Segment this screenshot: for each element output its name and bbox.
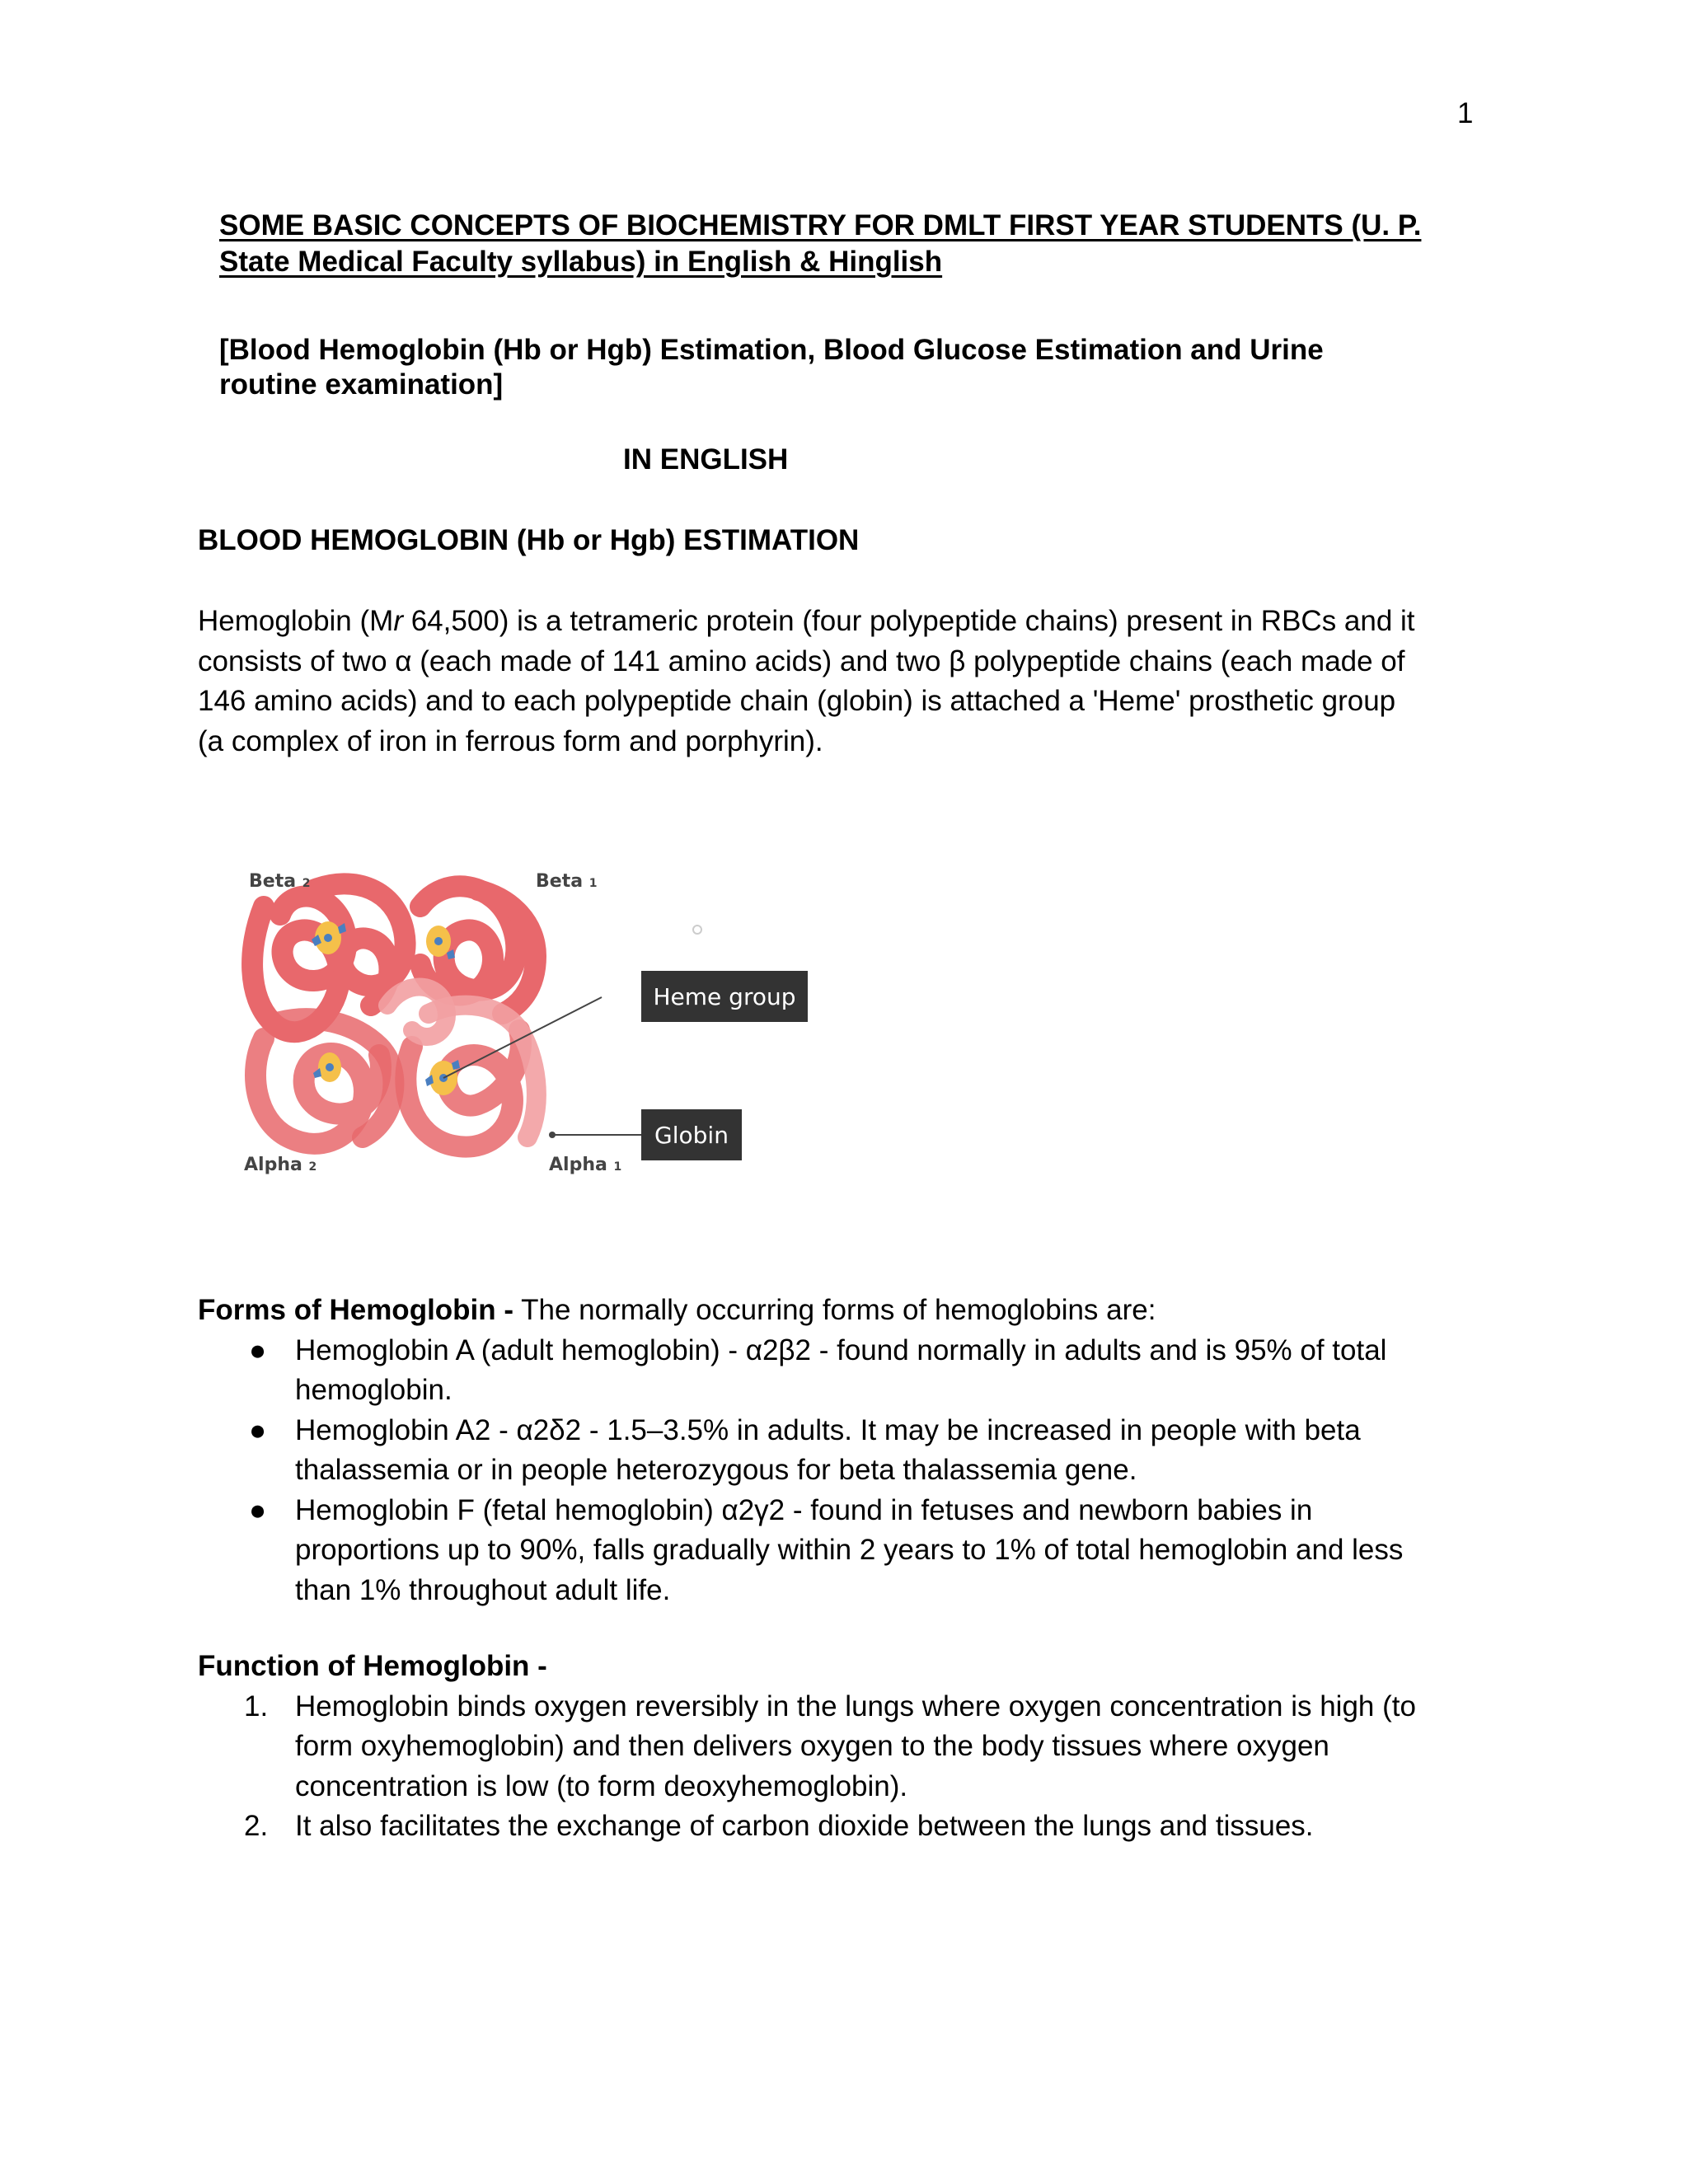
function-heading: Function of Hemoglobin - [198, 1650, 547, 1682]
hemoglobin-figure [231, 857, 841, 1195]
list-item-line: thalassemia or in people heterozygous for beta thalassemia gene. [295, 1454, 1137, 1486]
label-beta-2: Beta 2 [249, 871, 311, 892]
list-number: 1. [244, 1690, 269, 1722]
intro-line-3: 146 amino acids) and to each polypeptide chain (globin) is attached a 'Heme' prosthetic group [198, 685, 1396, 717]
intro-paragraph [198, 602, 1517, 762]
list-item [198, 1411, 1517, 1491]
marker-dot [693, 926, 701, 934]
list-item-line: It also facilitates the exchange of carbon dioxide between the lungs and tissues. [295, 1810, 1314, 1842]
list-item [198, 1331, 1517, 1411]
globin-callout-label: Globin [654, 1122, 729, 1149]
list-item [198, 1687, 1517, 1807]
list-item-line: proportions up to 90%, falls gradually within 2 years to 1% of total hemoglobin and less [295, 1534, 1404, 1566]
document-title-line-1: SOME BASIC CONCEPTS OF BIOCHEMISTRY FOR DMLT FIRST YEAR STUDENTS (U. P. [219, 209, 1422, 241]
bullet-icon: ● [249, 1493, 267, 1526]
intro-line-2: consists of two α (each made of 141 amino acids) and two β polypeptide chains (each made of [198, 644, 1405, 677]
list-item-line: Hemoglobin A2 - α2δ2 - 1.5–3.5% in adults. It may be increased in people with beta [295, 1413, 1361, 1446]
function-of-hemoglobin-section [198, 1647, 1517, 1847]
intro-line-4: (a complex of iron in ferrous form and porphyrin). [198, 724, 823, 757]
intro-line-1-italic: r [393, 605, 403, 637]
forms-intro-text: The normally occurring forms of hemoglobins are: [513, 1294, 1156, 1326]
list-item-line: concentration is low (to form deoxyhemoglobin). [295, 1769, 908, 1802]
page-number: 1 [1457, 97, 1474, 129]
forms-lead [198, 1291, 1517, 1331]
document-subtitle-line-1: [Blood Hemoglobin (Hb or Hgb) Estimation, Blood Glucose Estimation and Urine [219, 334, 1324, 366]
intro-line-1-start: Hemoglobin (M [198, 605, 394, 637]
intro-line-1 [198, 602, 1517, 642]
list-item-line: Hemoglobin F (fetal hemoglobin) α2γ2 - found in fetuses and newborn babies in [295, 1493, 1313, 1526]
label-alpha-2: Alpha 2 [244, 1155, 317, 1175]
heme-group-callout-label: Heme group [653, 983, 796, 1010]
globin-chains [252, 883, 537, 1146]
list-item [198, 1491, 1517, 1611]
forms-list [198, 1331, 1517, 1611]
list-item-line: Hemoglobin A (adult hemoglobin) - α2β2 - found normally in adults and is 95% of total [295, 1333, 1387, 1366]
hemoglobin-diagram [231, 857, 841, 1195]
document-subtitle-line-2: routine examination] [219, 368, 504, 401]
list-item-line: Hemoglobin binds oxygen reversibly in the lungs where oxygen concentration is high (to [295, 1690, 1416, 1722]
bullet-icon: ● [249, 1333, 267, 1366]
document-title [219, 208, 1505, 280]
label-beta-1: Beta 1 [536, 871, 598, 892]
section-heading: BLOOD HEMOGLOBIN (Hb or Hgb) ESTIMATION [198, 524, 860, 556]
list-item-line: hemoglobin. [295, 1374, 452, 1406]
forms-of-hemoglobin-section [198, 1291, 1517, 1610]
intro-line-1-end: 64,500) is a tetrameric protein (four polypeptide chains) present in RBCs and it [402, 605, 1415, 637]
bullet-icon: ● [249, 1413, 267, 1446]
list-item-line: than 1% throughout adult life. [295, 1573, 671, 1606]
list-item [198, 1807, 1517, 1847]
forms-heading: Forms of Hemoglobin - [198, 1294, 514, 1326]
document-title-line-2: State Medical Faculty syllabus) in English & Hinglish [219, 246, 943, 278]
label-alpha-1: Alpha 1 [549, 1155, 622, 1175]
list-number: 2. [244, 1810, 269, 1842]
document-subtitle [219, 333, 1505, 402]
list-item-line: form oxyhemoglobin) and then delivers oxygen to the body tissues where oxygen [295, 1730, 1329, 1762]
language-heading: IN ENGLISH [623, 443, 789, 476]
